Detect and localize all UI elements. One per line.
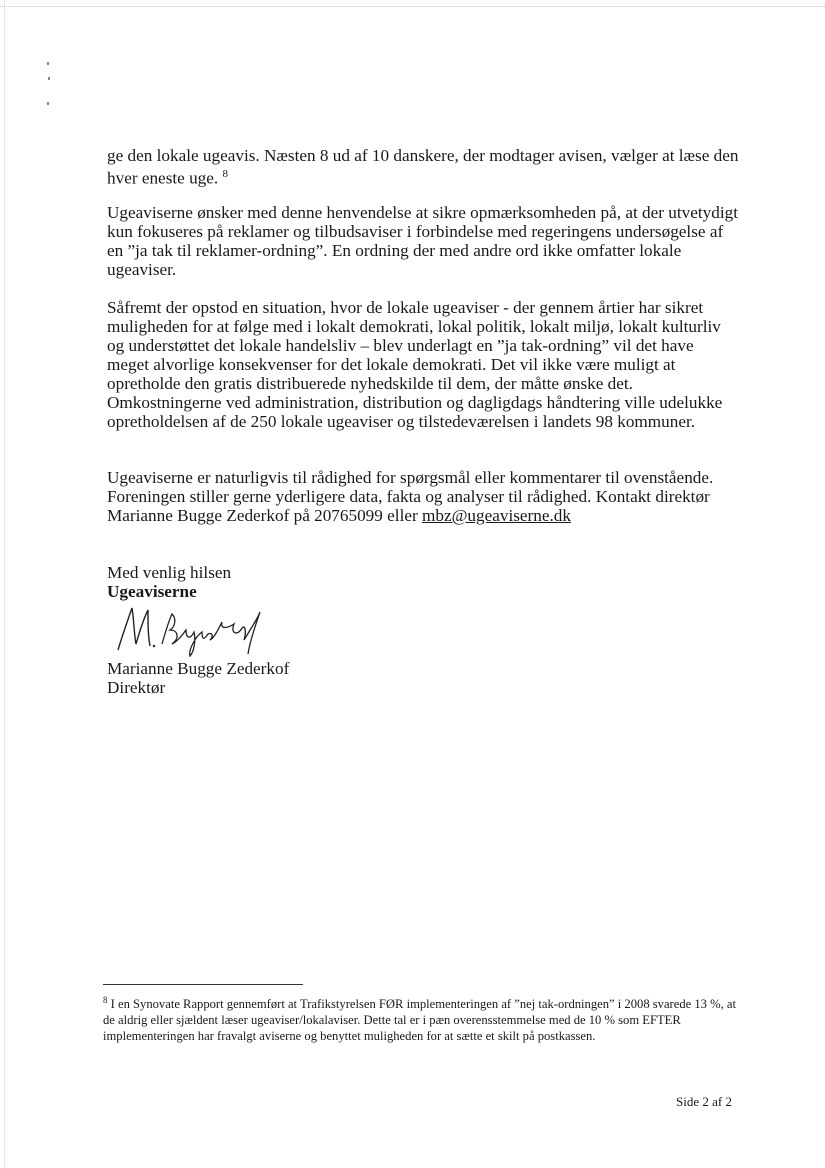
scan-edge-top (0, 6, 825, 7)
signature (110, 600, 270, 660)
paragraph-3: Såfremt der opstod en situation, hvor de lokale ugeaviser - der gennem årtier har sikret muligheden for at følge med i lokalt demokrati, lokal politik, lokalt miljø, lokalt kulturliv og understøttet det lokale handelsliv – blev underlagt en ”ja tak-ordning” vil det have meget alvorlige konsekvenser for det lokale demokrati. Det vil ikke være muligt at opretholde den gratis distribuerede nyhedskilde til dem, der måtte ønske det. Omkostningerne ved administration, distribution og dagligdags håndtering ville udelukke opretholdelsen af de 250 lokale ugeaviser og tilstedeværelsen i landets 98 kommuner. (107, 298, 723, 431)
footnote-reference: 8 (222, 168, 228, 180)
closing-organization: Ugeaviserne (107, 582, 197, 601)
scan-speck (47, 62, 49, 65)
closing-greeting: Med venlig hilsen (107, 563, 232, 582)
signatory-title: Direktør (107, 678, 166, 697)
footnote-number: 8 (103, 995, 108, 1005)
scan-speck (48, 77, 50, 80)
contact-paragraph: Ugeaviserne er naturligvis til rådighed for spørgsmål eller kommentarer til ovenstående. Foreningen stiller gerne yderligere data, fakta og analyser til rådighed. Kontakt direktør Marianne Bugge Zederkof på 20765099 eller mbz@ugeaviserne.dk (107, 468, 714, 525)
footnote: $^8$ I en Synovate Rapport gennemført at Trafikstyrelsen FØR implementeringen af ”nej tak-ordningen” i 2008 svarede 13 %, at de aldrig eller sjældent læser ugeaviser/lokalaviser. Dette tal er i pæn overensstemmelse med de 10 % som EFTER implementeringen har fravalgt aviserne og benyttet muligheden for at sætte et skilt på postkassen. (103, 995, 736, 1044)
signatory-name: Marianne Bugge Zederkof (107, 659, 290, 678)
scan-speck (47, 102, 49, 105)
contact-email-link[interactable]: mbz@ugeaviserne.dk (422, 506, 571, 525)
footnote-rule (103, 984, 303, 985)
page-number: Side 2 af 2 (676, 1094, 732, 1109)
paragraph-1: ge den lokale ugeavis. Næsten 8 ud af 10 danskere, der modtager avisen, vælger at læse den hver eneste uge. $^8$ (107, 146, 739, 188)
scan-edge-left (4, 0, 5, 1168)
paragraph-2: Ugeaviserne ønsker med denne henvendelse at sikre opmærksomheden på, at der utvetydigt kun fokuseres på reklamer og tilbudsaviser i forbindelse med regeringens undersøgelse af en ”ja tak til reklamer-ordning”. En ordning der med andre ord ikke omfatter lokale ugeaviser. (107, 203, 738, 279)
